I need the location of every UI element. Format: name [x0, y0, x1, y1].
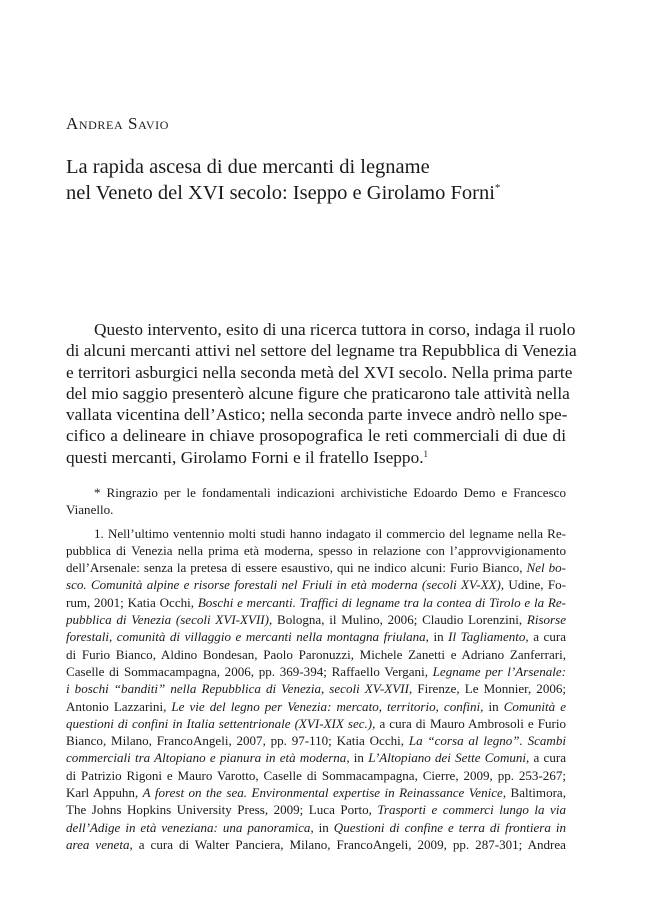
- footnotes-section: [66, 484, 566, 853]
- abstract-last-line-text: questi mercanti, Girolamo Forni e il fratello Iseppo.: [66, 447, 424, 467]
- text-run: , a cura: [525, 629, 566, 645]
- footnote-1-line: [66, 732, 566, 749]
- italic-title-run: La “corsa al legno”. Scambi: [408, 733, 566, 749]
- abstract-line: di alcuni mercanti attivi nel settore del legname tra Repubblica di Venezia: [66, 341, 577, 361]
- title-footnote-marker[interactable]: *: [494, 182, 501, 194]
- italic-title-run: Comunità e: [503, 698, 566, 714]
- italic-title-run: L’Altopiano dei Sette Comuni: [368, 750, 527, 766]
- text-run: , a cura: [526, 750, 566, 766]
- italic-title-run: forestali, comunità di villaggio e mercanti nella montagna friulana: [66, 629, 426, 645]
- italic-title-run: A forest on the sea. Environmental expertise in Reinassance Venice: [142, 785, 503, 801]
- text-run: , Bologna, il Mulino, 2006; Claudio Lorenzini,: [269, 612, 527, 628]
- text-run: , a cura di Walter Panciera, Milano, FrancoAngeli, 2009, pp. 287-301; Andrea: [129, 836, 566, 852]
- text-run: The Johns Hopkins University Press, 2009; Luca Porto,: [66, 802, 378, 818]
- text-run: , a cura di Mauro Ambrosoli e Furio: [372, 715, 566, 731]
- italic-title-run: area veneta: [66, 836, 130, 852]
- footnote-1-line: [66, 680, 566, 697]
- footnote-1-line: [66, 576, 566, 593]
- italic-title-run: Questioni di confine e terra di frontiera in: [333, 819, 566, 835]
- text-run: dell’Arsenale: senza la pretesa di essere esaustivo, qui ne indico alcuni: Furio Bianco,: [66, 560, 527, 576]
- abstract-line: cifico a delineare in chiave prosopografica le reti commerciali di due di: [66, 426, 566, 446]
- text-run: , in: [346, 750, 369, 766]
- star-footnote-line: Vianello.: [66, 502, 114, 518]
- italic-title-run: Il Tagliamento: [448, 629, 526, 645]
- footnote-1-line: [66, 611, 566, 628]
- italic-title-run: Boschi e mercanti. Traffici di legname tra la contea di Tirolo e la Re-: [197, 594, 566, 610]
- italic-title-run: Nel bo-: [526, 560, 566, 576]
- footnote-1-line: [66, 525, 566, 542]
- footnote-1-line: [66, 819, 566, 836]
- footnote-1-line: [66, 646, 566, 663]
- italic-title-run: Trasporti e commerci lungo la via: [377, 802, 566, 818]
- text-run: Karl Appuhn,: [66, 785, 143, 801]
- text-run: , Baltimora,: [502, 785, 566, 801]
- abstract-line: del mio saggio presenterò alcune figure che praticarono tale attività nella: [66, 383, 570, 403]
- star-footnote-line: * Ringrazio per le fondamentali indicazioni archivistiche Edoardo Demo e Francesco: [94, 485, 566, 500]
- abstract-line: Questo intervento, esito di una ricerca tuttora in corso, indaga il ruolo: [94, 320, 576, 339]
- text-run: , in: [310, 819, 334, 835]
- italic-title-run: Le vie del legno per Venezia: mercato, territorio, confini: [171, 698, 481, 714]
- abstract-line: [66, 447, 566, 468]
- text-run: pubblica di Venezia nella prima età moderna, spesso in relazione con l’approvvigionamento: [66, 542, 566, 558]
- italic-title-run: pubblica di Venezia (secoli XVI-XVII): [66, 612, 269, 628]
- footnote-1-line: [66, 663, 566, 680]
- article-title: [66, 154, 566, 206]
- footnote-1-line: [66, 628, 566, 645]
- footnote-1-line: [66, 749, 566, 766]
- text-run: Antonio Lazzarini,: [66, 698, 172, 714]
- title-line-1: La rapida ascesa di due mercanti di legname: [66, 156, 430, 178]
- abstract-line: e territori asburgici nella seconda metà del XVI secolo. Nella prima parte: [66, 362, 573, 382]
- footnote-1-line: [66, 594, 566, 611]
- italic-title-run: commerciali tra Altopiano e pianura in età moderna: [66, 750, 347, 766]
- text-run: Caselle di Sommacampagna, 2006, pp. 369-394; Raffaello Vergani,: [66, 663, 433, 679]
- italic-title-run: Legname per l’Arsenale:: [432, 663, 566, 679]
- abstract-line: vallata vicentina dell’Astico; nella seconda parte invece andrò nello spe-: [66, 405, 568, 425]
- footnote-1-line: [66, 698, 566, 715]
- text-run: di Patrizio Rigoni e Mauro Varotto, Caselle di Sommacampagna, Cierre, 2009, pp. 253-267;: [66, 767, 566, 783]
- author-name: Andrea Savio: [66, 114, 169, 133]
- text-run: , Udine, Fo-: [500, 577, 566, 593]
- abstract-footnote-marker[interactable]: 1: [423, 448, 429, 459]
- footnote-1-line: [66, 715, 566, 732]
- italic-title-run: i boschi “banditi” nella Repubblica di Venezia, secoli XV-XVII: [66, 681, 409, 697]
- italic-title-run: questioni di confini in Italia settentrionale (XVI-XIX sec.): [66, 715, 373, 731]
- text-run: , in: [425, 629, 449, 645]
- text-run: , in: [480, 698, 504, 714]
- title-line-2: [66, 180, 566, 206]
- italic-title-run: Risorse: [526, 612, 566, 628]
- footnote-1-line: [66, 801, 566, 818]
- abstract-paragraph: [66, 319, 577, 468]
- footnote-1-line: [66, 559, 566, 576]
- footnote-1-line: [66, 767, 566, 784]
- footnote-1: [66, 525, 566, 854]
- italic-title-run: dell’Adige in età veneziana: una panoramica: [66, 819, 311, 835]
- text-run: 1. Nell’ultimo ventennio molti studi hanno indagato il commercio del legname nella Re-: [94, 525, 566, 541]
- italic-title-run: sco. Comunità alpine e risorse forestali nel Friuli in età moderna (secoli XV-XX): [66, 577, 501, 593]
- text-run: di Furio Bianco, Aldino Bondesan, Paolo Paronuzzi, Michele Zanetti e Adriano Zanferrari,: [66, 646, 566, 662]
- footnote-1-line: [66, 836, 566, 853]
- text-run: rum, 2001; Katia Occhi,: [66, 594, 198, 610]
- text-run: , Firenze, Le Monnier, 2006;: [409, 681, 567, 697]
- footnote-1-line: [66, 784, 566, 801]
- title-line-2-text: nel Veneto del XVI secolo: Iseppo e Girolamo Forni: [66, 182, 495, 204]
- text-run: Bianco, Milano, FrancoAngeli, 2007, pp. 97-110; Katia Occhi,: [66, 733, 409, 749]
- footnote-1-line: [66, 542, 566, 559]
